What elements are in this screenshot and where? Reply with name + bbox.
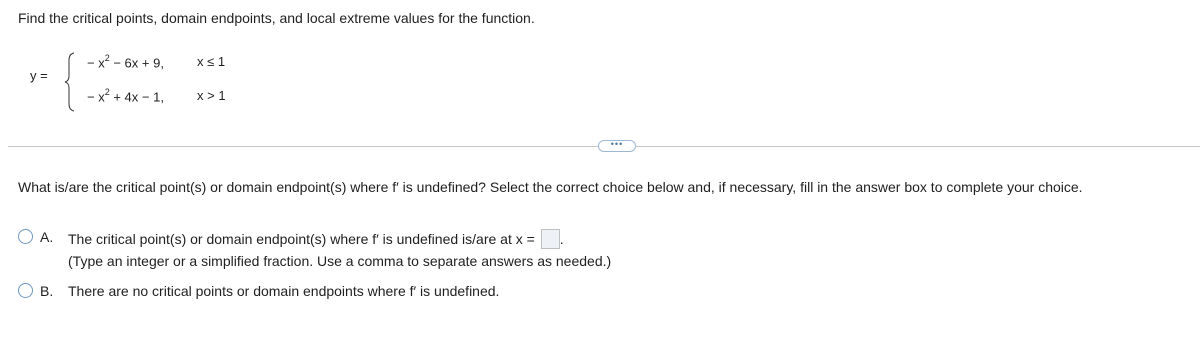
left-brace-icon bbox=[64, 52, 76, 112]
more-options-button[interactable]: ••• bbox=[598, 140, 636, 152]
prompt-text: What is/are the critical point(s) or domain endpoint(s) where f′ is undefined? Select the correct choice below and, if necessary, fill in the answer box to complete your choice. bbox=[18, 179, 1083, 195]
choice-b-text: There are no critical points or domain endpoints where f′ is undefined. bbox=[68, 283, 500, 299]
piece-2-expression: − $x^2 + 4x - 1$, bbox=[87, 87, 164, 105]
answer-input-box[interactable] bbox=[541, 229, 560, 249]
function-lhs: y = bbox=[30, 68, 48, 83]
piece-2-condition: x > 1 bbox=[197, 88, 226, 103]
choice-a-hint: (Type an integer or a simplified fraction. Use a comma to separate answers as needed.) bbox=[68, 253, 612, 269]
choice-a-radio[interactable] bbox=[18, 229, 33, 244]
choice-a-text-line bbox=[68, 229, 564, 249]
piece-1-expression: − $x^2 - 6x + 9$, bbox=[87, 53, 164, 71]
choice-b-radio[interactable] bbox=[18, 283, 33, 298]
choice-a-text: The critical point(s) or domain endpoint(s) where f′ is undefined is/are at x = bbox=[68, 231, 535, 247]
question-text: Find the critical points, domain endpoints, and local extreme values for the function. bbox=[18, 10, 535, 26]
choice-a-letter: A. bbox=[40, 229, 54, 245]
choice-a-period: . bbox=[559, 231, 564, 247]
piece-1-condition: x ≤ 1 bbox=[197, 54, 226, 69]
choice-b-letter: B. bbox=[40, 283, 54, 299]
piecewise-function bbox=[30, 48, 250, 118]
